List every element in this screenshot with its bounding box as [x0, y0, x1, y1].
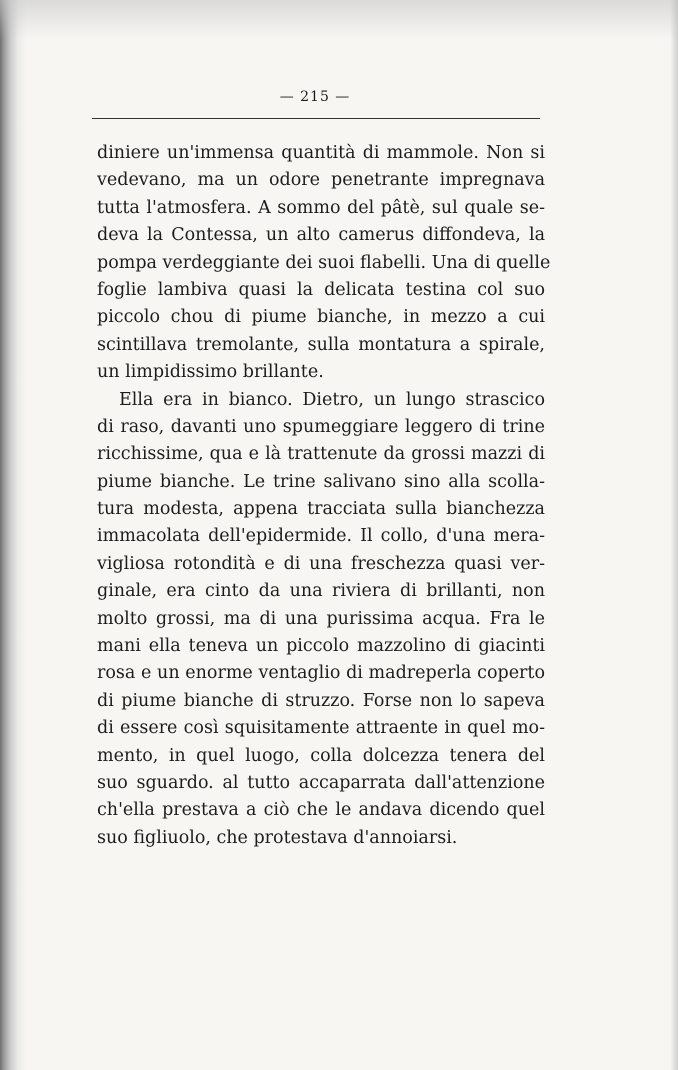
text-line: ginale, era cinto da una riviera di brillanti, non	[97, 581, 545, 602]
text-line: mento, in quel luogo, colla dolcezza tenera del	[97, 745, 545, 766]
text-line: mani ella teneva un piccolo mazzolino di giacinti	[97, 636, 545, 657]
header-rule	[92, 118, 540, 119]
right-edge-shade	[670, 0, 678, 1070]
text-line: molto grossi, ma di una purissima acqua. Fra le	[97, 608, 545, 629]
text-line: rosa e un enorme ventaglio di madreperla coperto	[97, 663, 545, 684]
page-number: — 215 —	[279, 89, 351, 105]
body-text	[97, 140, 551, 852]
binding-shadow	[0, 0, 26, 1070]
text-line: deva la Contessa, un alto camerus diffondeva, la	[97, 225, 545, 246]
text-line: immacolata dell'epidermide. Il collo, d'una mera-	[97, 526, 545, 547]
text-line: pompa verdeggiante dei suoi flabelli. Una di quelle	[97, 252, 551, 273]
text-line: ch'ella prestava a ciò che le andava dicendo quel	[97, 800, 545, 821]
text-line: piccolo chou di piume bianche, in mezzo a cui	[97, 307, 545, 328]
text-line: vedevano, ma un odore penetrante impregnava	[97, 170, 545, 191]
text-line: di raso, davanti uno spumeggiare leggero di trine	[97, 416, 545, 437]
text-line: diniere un'immensa quantità di mammole. Non si	[97, 143, 545, 163]
paragraph-end-line: un limpidissimo brillante.	[97, 362, 324, 383]
paragraph-end-line: suo figliuolo, che protestava d'annoiarsi.	[97, 827, 458, 848]
text-line: di essere così squisitamente attraente in quel mo-	[97, 718, 545, 739]
text-line: tura modesta, appena tracciata sulla bianchezza	[97, 499, 545, 520]
text-line: vigliosa rotondità e di una freschezza quasi ver-	[97, 553, 545, 574]
text-line: piume bianche. Le trine salivano sino alla scolla-	[97, 471, 545, 492]
text-line: scintillava tremolante, sulla montatura a spirale,	[97, 334, 545, 355]
paragraph-start-line: Ella era in bianco. Dietro, un lungo strascico	[119, 389, 545, 410]
text-line: ricchissime, qua e là trattenute da grossi mazzi di	[97, 444, 545, 465]
text-line: di piume bianche di struzzo. Forse non lo sapeva	[97, 690, 545, 711]
top-edge-shade	[0, 0, 678, 40]
text-line: suo sguardo. al tutto accaparrata dall'attenzione	[97, 772, 545, 793]
text-line: tutta l'atmosfera. A sommo del pâtè, sul quale se-	[97, 197, 545, 218]
text-line: foglie lambiva quasi la delicata testina col suo	[97, 279, 545, 300]
